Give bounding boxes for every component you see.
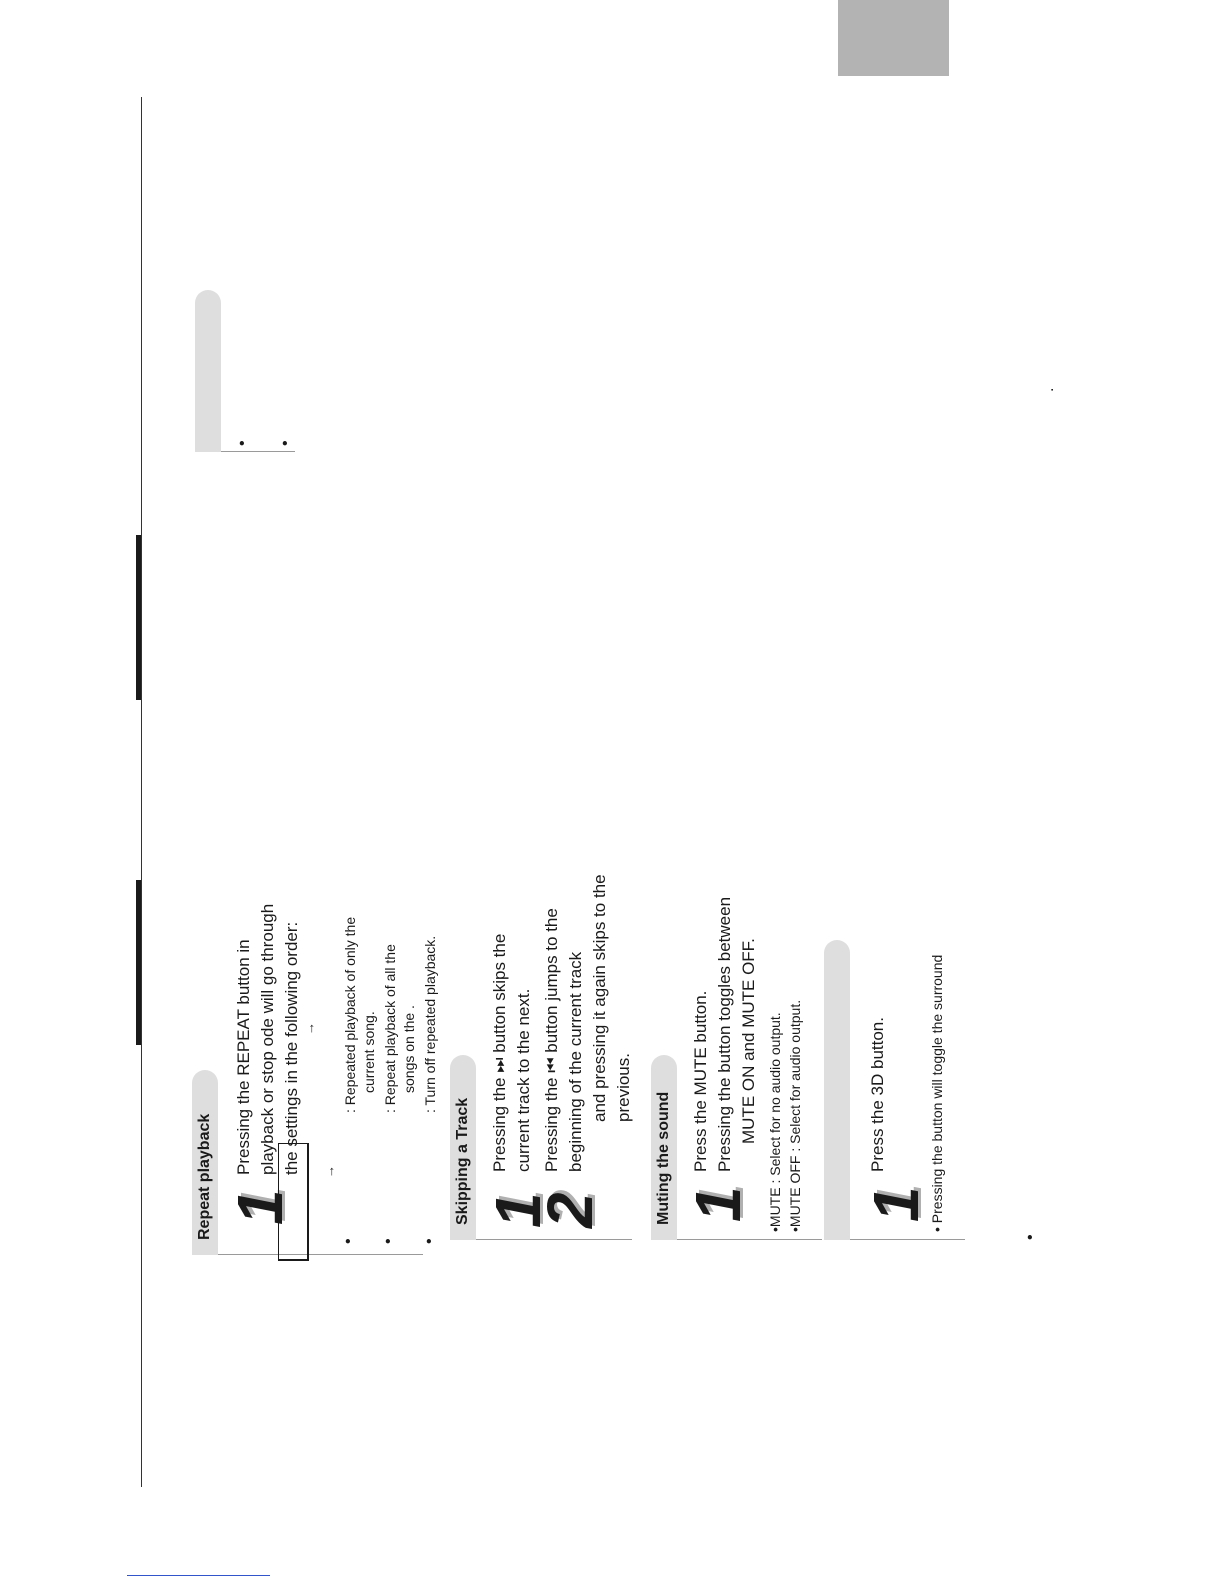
skip-step1-line1: Pressing the ⏭ button skips the — [490, 933, 509, 1172]
left-thick-bar-lower — [136, 880, 141, 1045]
skip-step1-line2: current track to the next. — [514, 988, 533, 1172]
top-bullet-1: • — [234, 440, 251, 446]
repeat-arrow-1: → — [302, 1022, 317, 1035]
skip-step1-number: 1 — [482, 1192, 554, 1228]
skip-step2-line3: and pressing it again skips to the — [590, 874, 609, 1122]
mute-rule — [677, 1239, 822, 1240]
repeat-option-1a: : Repeated playback of only the — [342, 916, 358, 1113]
top-section-rule — [221, 451, 295, 452]
skip-rule — [476, 1239, 632, 1240]
mute-note-1: •MUTE : Select for no audio output. — [767, 1012, 783, 1232]
page-corner-tab — [838, 0, 949, 76]
repeat-rule — [218, 1254, 423, 1255]
repeat-step1-line2: playback or stop ode will go through — [258, 903, 277, 1175]
top-bullet-2: • — [277, 440, 294, 446]
skip-step2-line2: beginning of the current track — [566, 951, 585, 1172]
repeat-bullet-1: • — [340, 1238, 357, 1244]
repeat-step1-number: 1 — [224, 1189, 296, 1225]
footer-link-underline — [127, 1575, 270, 1576]
surround-heading-pill — [824, 940, 850, 1240]
left-margin-line — [141, 97, 142, 1487]
repeat-bullet-2: • — [380, 1238, 397, 1244]
skip-step2-number: 2 — [534, 1192, 606, 1228]
surround-step1-text: Press the 3D button. — [868, 1017, 887, 1172]
repeat-arrow-2: → — [322, 1165, 337, 1178]
surround-rule — [850, 1239, 965, 1240]
skip-step2-line1: Pressing the ⏮ button jumps to the — [542, 908, 561, 1172]
mute-heading: Muting the sound — [655, 1091, 672, 1225]
mute-step1-line3: MUTE ON and MUTE OFF. — [739, 938, 758, 1144]
note-box — [278, 1143, 309, 1261]
skip-step2-line4: previous. — [614, 1053, 633, 1122]
note-box-bullet: • — [1022, 1234, 1039, 1240]
skip-heading: Skipping a Track — [454, 1097, 471, 1225]
repeat-option-3: : Turn off repeated playback. — [422, 935, 438, 1113]
repeat-option-2a: : Repeat playback of all the — [382, 944, 398, 1113]
mute-step1-line2: Pressing the button toggles between — [715, 896, 734, 1172]
top-section-pill — [195, 290, 221, 452]
surround-note: • Pressing the button will toggle the surround — [929, 954, 945, 1232]
mute-note-2: •MUTE OFF : Select for audio output. — [787, 999, 803, 1232]
repeat-option-1b: current song. — [361, 1011, 377, 1093]
surround-step1-number: 1 — [860, 1186, 932, 1222]
repeat-bullet-3: • — [421, 1238, 438, 1244]
mute-step1-number: 1 — [682, 1186, 754, 1222]
repeat-step1-line1: Pressing the REPEAT button in — [234, 939, 253, 1175]
repeat-option-2b: songs on the . — [401, 1005, 417, 1093]
mute-step1-line1: Press the MUTE button. — [691, 990, 710, 1172]
repeat-step1-line3: the settings in the following order: — [282, 921, 301, 1175]
repeat-heading: Repeat playback — [196, 1113, 213, 1240]
stray-dot: . — [1040, 387, 1057, 392]
left-thick-bar-upper — [136, 535, 141, 700]
